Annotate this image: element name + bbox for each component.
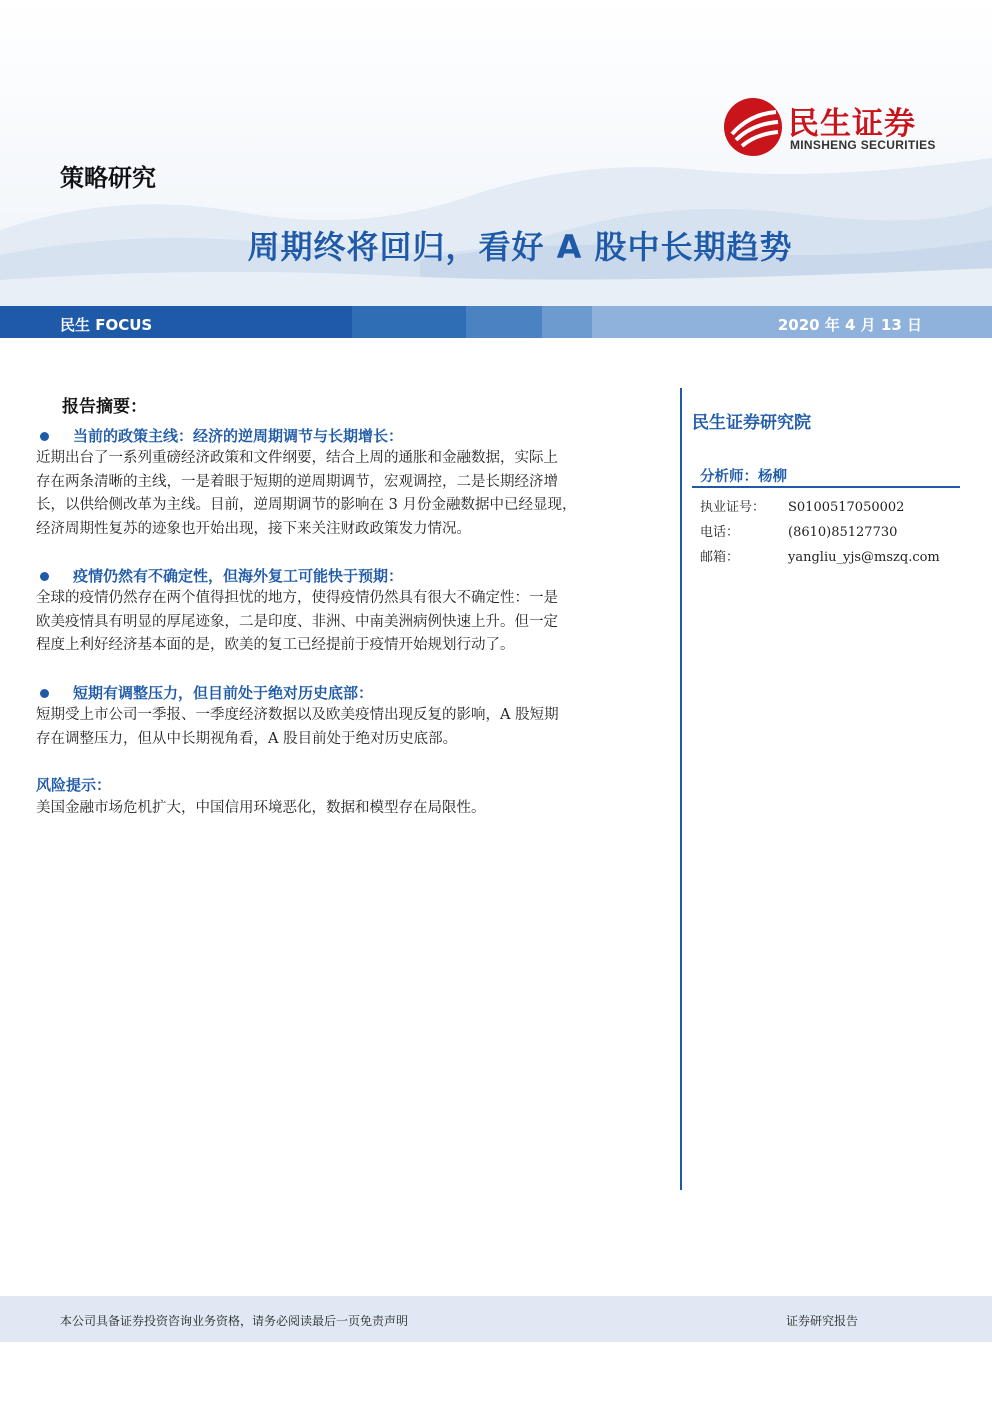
footer-disclaimer: 本公司具备证券投资咨询业务资格，请务必阅读最后一页免责声明 xyxy=(60,1314,409,1328)
analyst-name: 分析师：杨柳 xyxy=(700,468,787,485)
report-title: 周期终将回归，看好 A 股中长期趋势 xyxy=(247,228,793,266)
section-heading: 当前的政策主线：经济的逆周期调节与长期增长： xyxy=(36,425,403,446)
company-logo xyxy=(722,96,952,160)
risk-text: 美国金融市场危机扩大，中国信用环境恶化，数据和模型存在局限性。 xyxy=(36,800,486,816)
risk-heading: 风险提示： xyxy=(36,776,112,794)
report-category: 策略研究 xyxy=(60,164,156,192)
section-heading: 短期有调整压力，但目前处于绝对历史底部： xyxy=(36,682,373,703)
logo-text-en: MINSHENG SECURITIES xyxy=(790,138,936,152)
band-left-label: 民生 FOCUS xyxy=(60,316,153,334)
summary-title: 报告摘要： xyxy=(62,397,147,417)
license-row: 执业证号： S0100517050002 xyxy=(700,500,905,515)
logo-text-cn: 民生证券 xyxy=(788,106,916,142)
section-paragraph: 短期受上市公司一季报、一季度经济数据以及欧美疫情出现反复的影响，A 股短期 存在调整压力，但从中长期视角看，A 股目前处于绝对历史底部。 xyxy=(36,707,559,747)
footer-report-type: 证券研究报告 xyxy=(786,1314,859,1328)
section-paragraph: 近期出台了一系列重磅经济政策和文件纲要，结合上周的通胀和金融数据，实际上 存在两条清晰的主线，一是着眼于短期的逆周期调节，宏观调控，二是长期经济增 长，以供给侧改革为主线。目前，逆周期调节的影响在 3 月份金融数据中已经显现， 经济周期性复苏的迹象也开始出现，接下来关注财政政策发力情况。 xyxy=(36,450,577,537)
section-paragraph: 全球的疫情仍然存在两个值得担忧的地方，使得疫情仍然具有很大不确定性：一是 欧美疫情具有明显的厚尾迹象，二是印度、非洲、中南美洲病例快速上升。但一定 程度上利好经济基本面的是，欧美的复工已经提前于疫情开始规划行动了。 xyxy=(36,590,558,653)
analyst-underline xyxy=(692,486,960,488)
minsheng-logo-icon xyxy=(722,96,784,158)
sidebar-divider xyxy=(680,388,682,1190)
bullet-icon xyxy=(40,432,49,441)
phone-row: 电话： (8610)85127730 xyxy=(700,525,898,540)
section-heading: 疫情仍然有不确定性，但海外复工可能快于预期： xyxy=(36,565,403,586)
institute-name: 民生证券研究院 xyxy=(692,413,811,433)
report-date: 2020 年 4 月 13 日 xyxy=(777,316,922,334)
bullet-icon xyxy=(40,572,49,581)
email-row: 邮箱： yangliu_yjs@mszq.com xyxy=(700,550,940,565)
email-link[interactable]: yangliu_yjs@mszq.com xyxy=(788,550,940,565)
bullet-icon xyxy=(40,689,49,698)
